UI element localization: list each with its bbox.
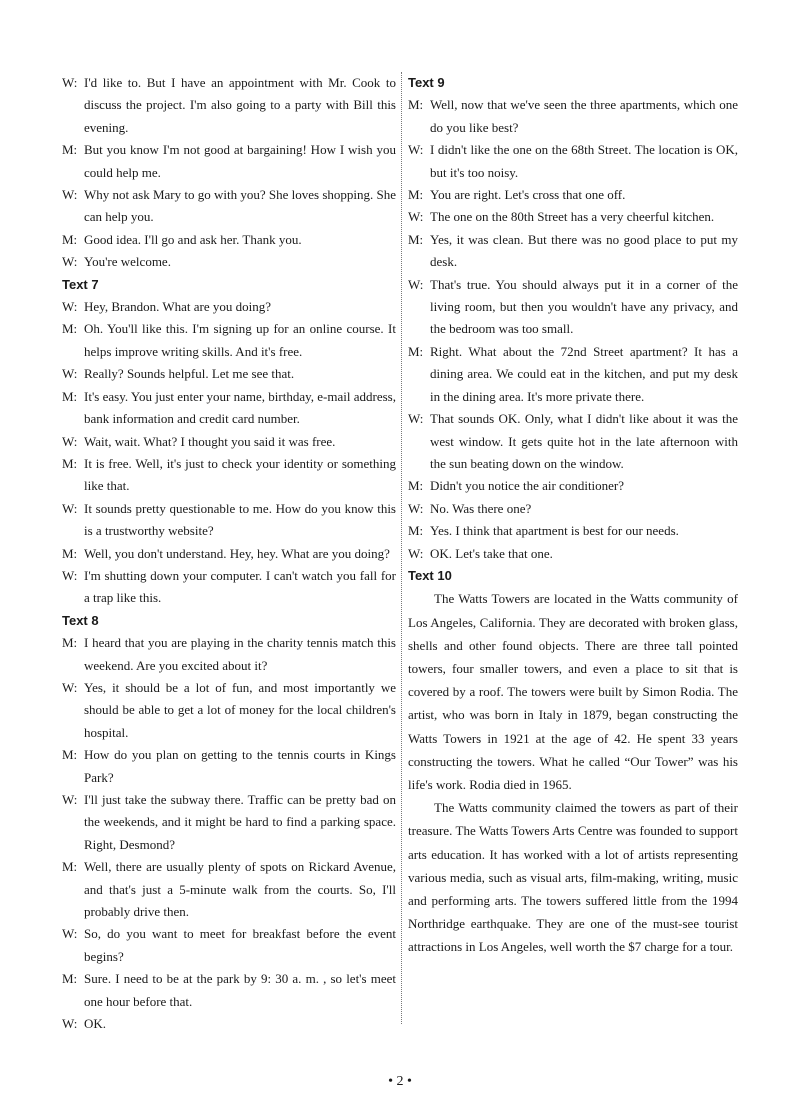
speaker-label: W: <box>408 545 424 561</box>
dialogue-text: Yes, it was clean. But there was no good place to put my desk. <box>430 231 738 270</box>
speaker-label: M: <box>62 142 78 158</box>
speaker-label: M: <box>408 343 424 359</box>
dialogue-line <box>408 206 738 228</box>
dialogue-text: Yes. I think that apartment is best for our needs. <box>430 523 679 539</box>
dialogue-line <box>408 229 738 274</box>
dialogue-line <box>62 856 396 923</box>
speaker-label: M: <box>408 187 424 203</box>
speaker-label: M: <box>408 231 424 247</box>
dialogue-text: How do you plan on getting to the tennis courts in Kings Park? <box>84 747 396 785</box>
speaker-label: W: <box>62 299 78 315</box>
dialogue-text: Oh. You'll like this. I'm signing up for an online course. It helps improve writing skills. And it's free. <box>84 321 396 359</box>
section-heading: Text 7 <box>62 276 99 292</box>
dialogue-line <box>62 744 396 789</box>
dialogue-text: OK. Let's take that one. <box>430 545 553 561</box>
dialogue-line <box>62 139 396 184</box>
dialogue-line <box>62 296 396 318</box>
speaker-label: M: <box>62 971 78 987</box>
speaker-label: M: <box>408 523 424 539</box>
dialogue-text: I'd like to. But I have an appointment with Mr. Cook to discuss the project. I'm also going to a party with Bill this evening. <box>84 75 396 135</box>
dialogue-line <box>408 94 738 139</box>
dialogue-line <box>62 923 396 968</box>
dialogue-line <box>62 453 396 498</box>
dialogue-line <box>62 1013 396 1035</box>
dialogue-line <box>62 251 396 273</box>
dialogue-line <box>62 363 396 385</box>
speaker-label: M: <box>62 321 78 337</box>
dialogue-text: You're welcome. <box>84 254 171 270</box>
column-divider <box>401 72 402 1024</box>
speaker-label: W: <box>62 567 78 583</box>
speaker-label: M: <box>62 747 78 763</box>
dialogue-line <box>62 386 396 431</box>
speaker-label: M: <box>408 478 424 494</box>
speaker-label: W: <box>408 411 424 427</box>
dialogue-line <box>408 498 738 520</box>
dialogue-text: Good idea. I'll go and ask her. Thank you. <box>84 231 302 247</box>
dialogue-text: Yes, it should be a lot of fun, and most importantly we should be able to get a lot of money for the local children's hospital. <box>84 679 396 740</box>
dialogue-text: Didn't you notice the air conditioner? <box>430 478 625 494</box>
dialogue-text: The one on the 80th Street has a very cheerful kitchen. <box>430 209 715 225</box>
dialogue-line <box>62 184 396 229</box>
dialogue-line <box>408 184 738 206</box>
passage-paragraph: The Watts Towers are located in the Watts community of Los Angeles, California. They are decorated with broken glass, shells and other found objects. There are three tall pointed towers, four smaller towers, and even a place to sit that is covered by a roof. The towers were built by Simon Rodia. The artist, who was born in Italy in 1879, began constructing the Watts Towers in 1921 at the age of 42. He spent 33 years constructing the towers. What he called “Our Tower” was his life's work. Rodia died in 1965. <box>408 591 738 792</box>
dialogue-text: Sure. I need to be at the park by 9: 30 a. m. , so let's meet one hour before that. <box>84 971 396 1009</box>
speaker-label: W: <box>62 792 78 807</box>
page-number: • 2 • <box>388 1074 412 1089</box>
dialogue-line <box>62 229 396 251</box>
speaker-label: W: <box>408 500 424 516</box>
dialogue-line <box>62 318 396 363</box>
dialogue-text: Hey, Brandon. What are you doing? <box>84 299 272 315</box>
dialogue-line <box>62 543 396 565</box>
dialogue-line <box>62 565 396 610</box>
dialogue-text: Wait, wait. What? I thought you said it was free. <box>84 433 336 449</box>
dialogue-text: OK. <box>84 1016 107 1032</box>
dialogue-text: Really? Sounds helpful. Let me see that. <box>84 366 295 382</box>
dialogue-text: Why not ask Mary to go with you? She loves shopping. She can help you. <box>84 187 396 225</box>
right-column <box>408 72 738 959</box>
dialogue-line <box>62 498 396 543</box>
dialogue-text: I heard that you are playing in the charity tennis match this weekend. Are you excited about it? <box>84 635 396 673</box>
dialogue-line <box>408 543 738 565</box>
speaker-label: M: <box>62 545 78 561</box>
dialogue-text: It sounds pretty questionable to me. How do you know this is a trustworthy website? <box>84 500 396 539</box>
speaker-label: W: <box>62 679 78 695</box>
dialogue-text: I'll just take the subway there. Traffic can be pretty bad on the weekends, and it might be hard to find a parking space. Right, Desmond? <box>84 792 396 852</box>
dialogue-text: It is free. Well, it's just to check your identity or something like that. <box>84 455 396 494</box>
dialogue-line <box>62 789 396 856</box>
dialogue-text: That's true. You should always put it in a corner of the living room, but then you wouldn't have any privacy, and the bedroom was too small. <box>430 276 738 337</box>
dialogue-line <box>62 431 396 453</box>
dialogue-line <box>62 632 396 677</box>
dialogue-line <box>408 274 738 341</box>
dialogue-line <box>408 520 738 542</box>
section-heading: Text 10 <box>408 567 452 583</box>
dialogue-text: That sounds OK. Only, what I didn't like about it was the west window. It gets quite hot in the late afternoon with the sun beating down on the window. <box>430 411 738 471</box>
speaker-label: W: <box>62 500 78 516</box>
dialogue-text: You are right. Let's cross that one off. <box>430 187 626 203</box>
dialogue-line <box>408 139 738 184</box>
dialogue-text: I didn't like the one on the 68th Street. The location is OK, but it's too noisy. <box>430 142 738 180</box>
speaker-label: W: <box>62 187 78 203</box>
speaker-label: W: <box>408 209 424 225</box>
dialogue-text: It's easy. You just enter your name, birthday, e-mail address, bank information and credit card number. <box>84 388 396 427</box>
speaker-label: M: <box>62 455 78 471</box>
speaker-label: M: <box>62 635 78 651</box>
dialogue-text: I'm shutting down your computer. I can't watch you fall for a trap like this. <box>84 567 396 606</box>
speaker-label: M: <box>62 388 78 404</box>
dialogue-text: Well, now that we've seen the three apartments, which one do you like best? <box>430 97 738 135</box>
speaker-label: W: <box>62 1016 78 1032</box>
dialogue-line <box>408 341 738 408</box>
speaker-label: W: <box>62 926 78 942</box>
section-heading: Text 9 <box>408 75 445 90</box>
section-heading: Text 8 <box>62 612 99 628</box>
dialogue-line <box>62 72 396 139</box>
speaker-label: M: <box>62 859 78 875</box>
speaker-label: W: <box>62 433 78 449</box>
speaker-label: M: <box>408 97 424 113</box>
dialogue-text: Well, you don't understand. Hey, hey. What are you doing? <box>84 545 390 561</box>
dialogue-text: Right. What about the 72nd Street apartment? It has a dining area. We could eat in the kitchen, and put my desk in the dining area. It's more private there. <box>430 343 738 404</box>
dialogue-line <box>408 408 738 475</box>
dialogue-line <box>62 968 396 1013</box>
speaker-label: W: <box>408 276 424 292</box>
dialogue-text: No. Was there one? <box>430 500 532 516</box>
dialogue-line <box>408 475 738 497</box>
speaker-label: W: <box>62 366 78 382</box>
left-column <box>62 72 396 1035</box>
dialogue-text: But you know I'm not good at bargaining! How I wish you could help me. <box>84 142 396 180</box>
speaker-label: W: <box>408 142 424 158</box>
speaker-label: W: <box>62 254 78 270</box>
speaker-label: M: <box>62 231 78 247</box>
passage-paragraph: The Watts community claimed the towers as part of their treasure. The Watts Towers Arts Centre was founded to support arts education. It has worked with a lot of artists representing various media, such as visual arts, film-making, writing, music and performing arts. The towers suffered little from the 1994 Northridge earthquake. They are one of the must-see tourist attractions in Los Angeles, well worth the $7 charge for a tour. <box>408 800 738 955</box>
dialogue-line <box>62 677 396 744</box>
speaker-label: W: <box>62 75 78 90</box>
dialogue-text: So, do you want to meet for breakfast before the event begins? <box>84 926 396 964</box>
dialogue-text: Well, there are usually plenty of spots on Rickard Avenue, and that's just a 5-minute walk from the courts. So, I'll probably drive then. <box>84 859 396 920</box>
